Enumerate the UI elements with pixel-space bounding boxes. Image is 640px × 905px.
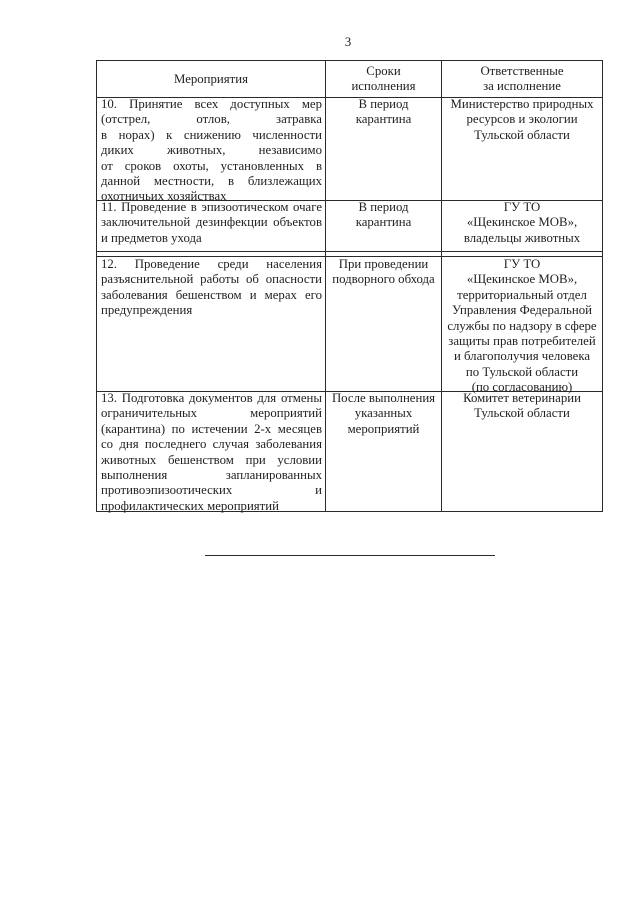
text-line: ГУ ТО bbox=[503, 200, 541, 214]
text-line: территориальный отдел bbox=[457, 287, 587, 302]
deadline-cell bbox=[326, 257, 441, 288]
table-border-right bbox=[602, 60, 603, 512]
text-line: разъяснительной работы об опасности bbox=[101, 272, 322, 287]
header-activity bbox=[97, 72, 325, 87]
text-line: и предметов ухода bbox=[101, 230, 202, 245]
text-line: защиты прав потребителей bbox=[448, 333, 596, 348]
text-line: ограничительных мероприятий bbox=[101, 406, 322, 421]
text-line: со дня последнего случая заболевания bbox=[101, 437, 322, 452]
text-line: от сроков охоты, установленных в bbox=[101, 158, 322, 173]
text-line: диких животных, независимо bbox=[101, 143, 322, 158]
text-line: животных бешенством при условии bbox=[101, 452, 322, 467]
text-line: Управления Федеральной bbox=[452, 303, 592, 318]
activity-cell bbox=[101, 257, 322, 319]
table-border-left bbox=[96, 60, 97, 512]
text-line: Тульской области bbox=[474, 127, 570, 142]
text-line: подворного обхода bbox=[332, 272, 435, 287]
text-line: Министерство природных bbox=[450, 97, 594, 111]
text-line: 13. Подготовка документов для отмены bbox=[101, 391, 322, 405]
text-line: предупреждения bbox=[101, 303, 193, 318]
header-text: Сроки bbox=[366, 64, 401, 78]
header-text: Мероприятия bbox=[174, 72, 248, 86]
responsible-cell bbox=[442, 391, 602, 422]
text-line: противоэпизоотических и bbox=[101, 483, 322, 498]
text-line: профилактических мероприятий bbox=[101, 498, 279, 513]
text-line: В период bbox=[358, 97, 409, 111]
text-line: В период bbox=[358, 200, 409, 214]
header-text: исполнения bbox=[351, 79, 416, 94]
activity-cell bbox=[101, 97, 322, 205]
header-text: за исполнение bbox=[483, 79, 561, 94]
activity-cell bbox=[101, 200, 322, 246]
text-line: карантина bbox=[355, 112, 412, 127]
deadline-cell bbox=[326, 391, 441, 437]
responsible-cell bbox=[442, 200, 602, 246]
header-deadline bbox=[326, 64, 441, 95]
deadline-cell bbox=[326, 200, 441, 231]
deadline-cell bbox=[326, 97, 441, 128]
text-line: (по согласованию) bbox=[471, 380, 573, 395]
text-line: и благополучия человека bbox=[453, 349, 591, 364]
text-line: 10. Принятие всех доступных мер bbox=[101, 97, 322, 111]
text-line: «Щекинское МОВ», bbox=[466, 272, 578, 287]
text-line: по Тульской области bbox=[465, 364, 579, 379]
text-line: мероприятий bbox=[347, 421, 420, 436]
text-line: данной местности, в близлежащих bbox=[101, 173, 322, 188]
text-line: (отстрел, отлов, затравка bbox=[101, 112, 322, 127]
text-line: указанных bbox=[354, 406, 413, 421]
text-line: в норах) к снижению численности bbox=[101, 127, 322, 142]
row-divider bbox=[96, 251, 603, 252]
text-line: После выполнения bbox=[331, 391, 436, 405]
text-line: (карантина) по истечении 2-х месяцев bbox=[101, 421, 322, 436]
text-line: выполнения запланированных bbox=[101, 467, 322, 482]
text-line: При проведении bbox=[338, 257, 429, 271]
text-line: 12. Проведение среди населения bbox=[101, 257, 322, 271]
header-responsible bbox=[442, 64, 602, 95]
text-line: заболевания бешенством и мерах его bbox=[101, 287, 322, 302]
text-line: ГУ ТО bbox=[503, 257, 541, 271]
text-line: карантина bbox=[355, 215, 412, 230]
text-line: «Щекинское МОВ», bbox=[466, 215, 578, 230]
closing-rule bbox=[205, 555, 495, 556]
text-line: охотничьих хозяйствах bbox=[101, 189, 227, 204]
text-line: ресурсов и экологии bbox=[466, 112, 578, 127]
activity-cell bbox=[101, 391, 322, 514]
responsible-cell bbox=[442, 97, 602, 143]
responsible-cell bbox=[442, 257, 602, 396]
text-line: заключительной дезинфекции объектов bbox=[101, 215, 322, 230]
text-line: владельцы животных bbox=[463, 230, 581, 245]
page-number: 3 bbox=[344, 34, 352, 49]
header-text: Ответственные bbox=[480, 64, 564, 78]
table-border-top bbox=[96, 60, 603, 61]
text-line: 11. Проведение в эпизоотическом очаге bbox=[101, 200, 322, 214]
text-line: Комитет ветеринарии bbox=[463, 391, 581, 405]
text-line: Тульской области bbox=[474, 406, 570, 421]
text-line: службы по надзору в сфере bbox=[447, 318, 597, 333]
